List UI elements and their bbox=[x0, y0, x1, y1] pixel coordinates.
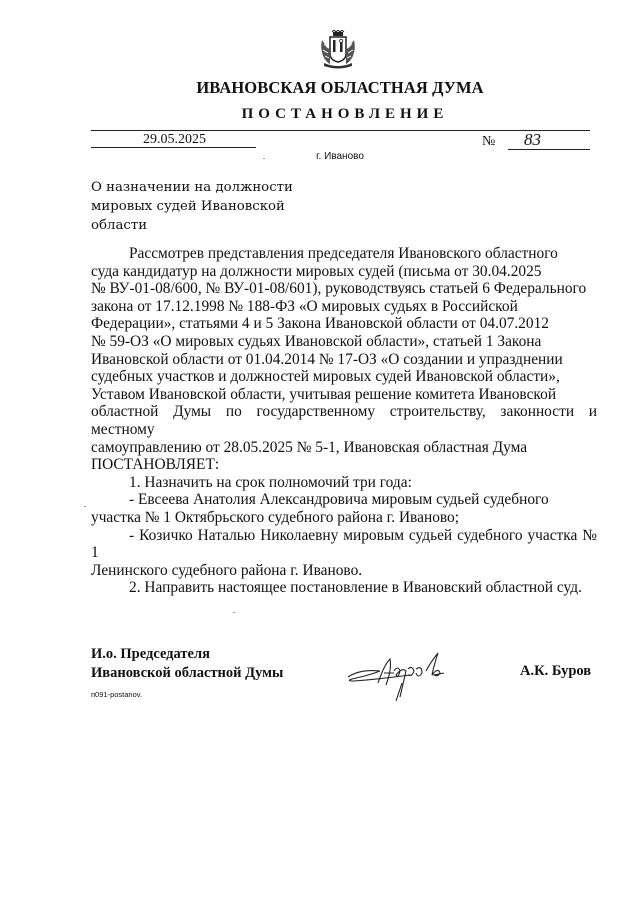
scan-speck bbox=[84, 506, 86, 507]
body-line: суда кандидатур на должности мировых судей (письма от 30.04.2025 bbox=[91, 262, 542, 280]
subject-line: области bbox=[91, 218, 148, 233]
body-line: Уставом Ивановской области, учитывая решение комитета Ивановской bbox=[91, 385, 557, 403]
signatory-title bbox=[91, 645, 283, 683]
document-type-title: ПОСТАНОВЛЕНИЕ bbox=[241, 106, 449, 122]
handwritten-signature-icon bbox=[340, 645, 470, 715]
resolves-keyword: ПОСТАНОВЛЯЕТ: bbox=[91, 456, 220, 474]
signatory-title-line: Ивановской областной Думы bbox=[91, 665, 284, 681]
subject-line: О назначении на должности bbox=[91, 180, 293, 195]
coat-of-arms-icon bbox=[318, 30, 358, 70]
document-body bbox=[91, 245, 597, 597]
scan-speck bbox=[263, 158, 265, 159]
document-subject bbox=[91, 178, 291, 235]
subject-line: мировых судей Ивановской bbox=[91, 199, 285, 214]
body-line: областной Думы по государственному строительству, законности и местному bbox=[91, 403, 597, 438]
signatory-title-line: И.о. Председателя bbox=[91, 646, 210, 662]
document-date: 29.05.2025 bbox=[143, 132, 206, 147]
body-line: судебных участков и должностей мировых судей Ивановской области», bbox=[91, 368, 560, 386]
body-line: Ивановской области от 01.04.2014 № 17-ОЗ «О создании и упразднении bbox=[91, 350, 563, 368]
organization-title: ИВАНОВСКАЯ ОБЛАСТНАЯ ДУМА bbox=[196, 78, 484, 97]
body-line: закона от 17.12.1998 № 188-ФЗ «О мировых судьях в Российской bbox=[91, 297, 518, 315]
item-1-sub-2-line: - Козичко Наталью Николаевну мировым судьей судебного участка № 1 bbox=[91, 526, 597, 562]
item-1: 1. Назначить на срок полномочий три года: bbox=[129, 473, 412, 491]
scan-speck bbox=[233, 612, 235, 613]
body-line: Федерации», статьями 4 и 5 Закона Ивановской области от 04.07.2012 bbox=[91, 315, 549, 333]
file-code: п091-postanov. bbox=[91, 690, 143, 699]
item-1-sub-1-line: участка № 1 Октябрьского судебного района г. Иваново; bbox=[91, 508, 460, 526]
date-underline bbox=[91, 147, 256, 148]
number-label: № bbox=[482, 134, 496, 149]
header-rule bbox=[91, 130, 590, 131]
number-underline bbox=[508, 149, 590, 150]
body-line: № 59-ОЗ «О мировых судьях Ивановской области», статьей 1 Закона bbox=[91, 332, 542, 350]
item-1-sub-2-line: Ленинского судебного района г. Иваново. bbox=[91, 561, 363, 579]
city-label: г. Иваново bbox=[316, 151, 364, 162]
signatory-name: А.К. Буров bbox=[520, 663, 592, 679]
body-line: самоуправлению от 28.05.2025 № 5-1, Ивановская областная Дума bbox=[91, 438, 528, 456]
body-line: № ВУ-01-08/600, № ВУ-01-08/601), руководствуясь статьей 6 Федерального bbox=[91, 280, 587, 298]
item-2: 2. Направить настоящее постановление в Ивановский областной суд. bbox=[129, 579, 582, 597]
body-line: Рассмотрев представления председателя Ивановского областного bbox=[129, 245, 558, 262]
item-1-sub-1-line: - Евсеева Анатолия Александровича мировым судьей судебного bbox=[129, 491, 549, 509]
document-number: 83 bbox=[524, 130, 541, 149]
